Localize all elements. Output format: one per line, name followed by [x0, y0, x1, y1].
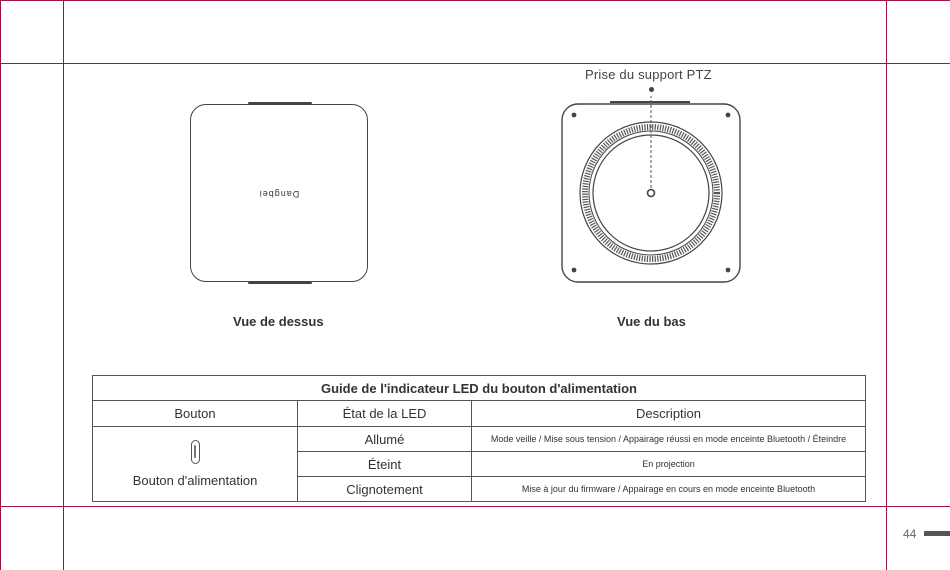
brand-logo: Dangbei — [258, 189, 300, 199]
margin-guide-top — [0, 63, 950, 64]
top-view-caption: Vue de dessus — [233, 314, 324, 329]
ptz-leader-dot — [649, 87, 654, 92]
device-top-ridge — [248, 102, 312, 104]
power-button-icon — [191, 440, 200, 464]
led-description-cell: Mode veille / Mise sous tension / Appairage réussi en mode enceinte Bluetooth / Éteindre — [472, 427, 866, 452]
margin-guide-right — [886, 0, 887, 570]
margin-guide-bottom — [0, 506, 950, 507]
led-state-cell: Allumé — [298, 427, 472, 452]
led-description-cell: En projection — [472, 452, 866, 477]
ptz-mount-label: Prise du support PTZ — [585, 67, 712, 82]
header-led-state: État de la LED — [298, 401, 472, 427]
device-bottom-view-illustration — [555, 96, 747, 288]
device-bottom-ridge — [248, 282, 312, 284]
power-button-cell — [93, 427, 298, 502]
margin-guide-top-edge — [0, 0, 950, 1]
led-guide-table — [92, 375, 866, 502]
header-description: Description — [472, 401, 866, 427]
led-description-cell: Mise à jour du firmware / Appairage en cours en mode enceinte Bluetooth — [472, 477, 866, 502]
power-button-label: Bouton d'alimentation — [132, 473, 258, 488]
header-bouton: Bouton — [93, 401, 298, 427]
led-state-cell: Clignotement — [298, 477, 472, 502]
margin-guide-left — [63, 0, 64, 570]
led-table-title: Guide de l'indicateur LED du bouton d'alimentation — [93, 376, 866, 401]
margin-guide-left-edge — [0, 0, 1, 570]
page-number-bar — [924, 531, 950, 536]
device-top-view-illustration — [190, 104, 368, 282]
bottom-view-caption: Vue du bas — [617, 314, 686, 329]
table-row — [93, 427, 866, 452]
led-state-cell: Éteint — [298, 452, 472, 477]
page-number: 44 — [903, 527, 917, 541]
